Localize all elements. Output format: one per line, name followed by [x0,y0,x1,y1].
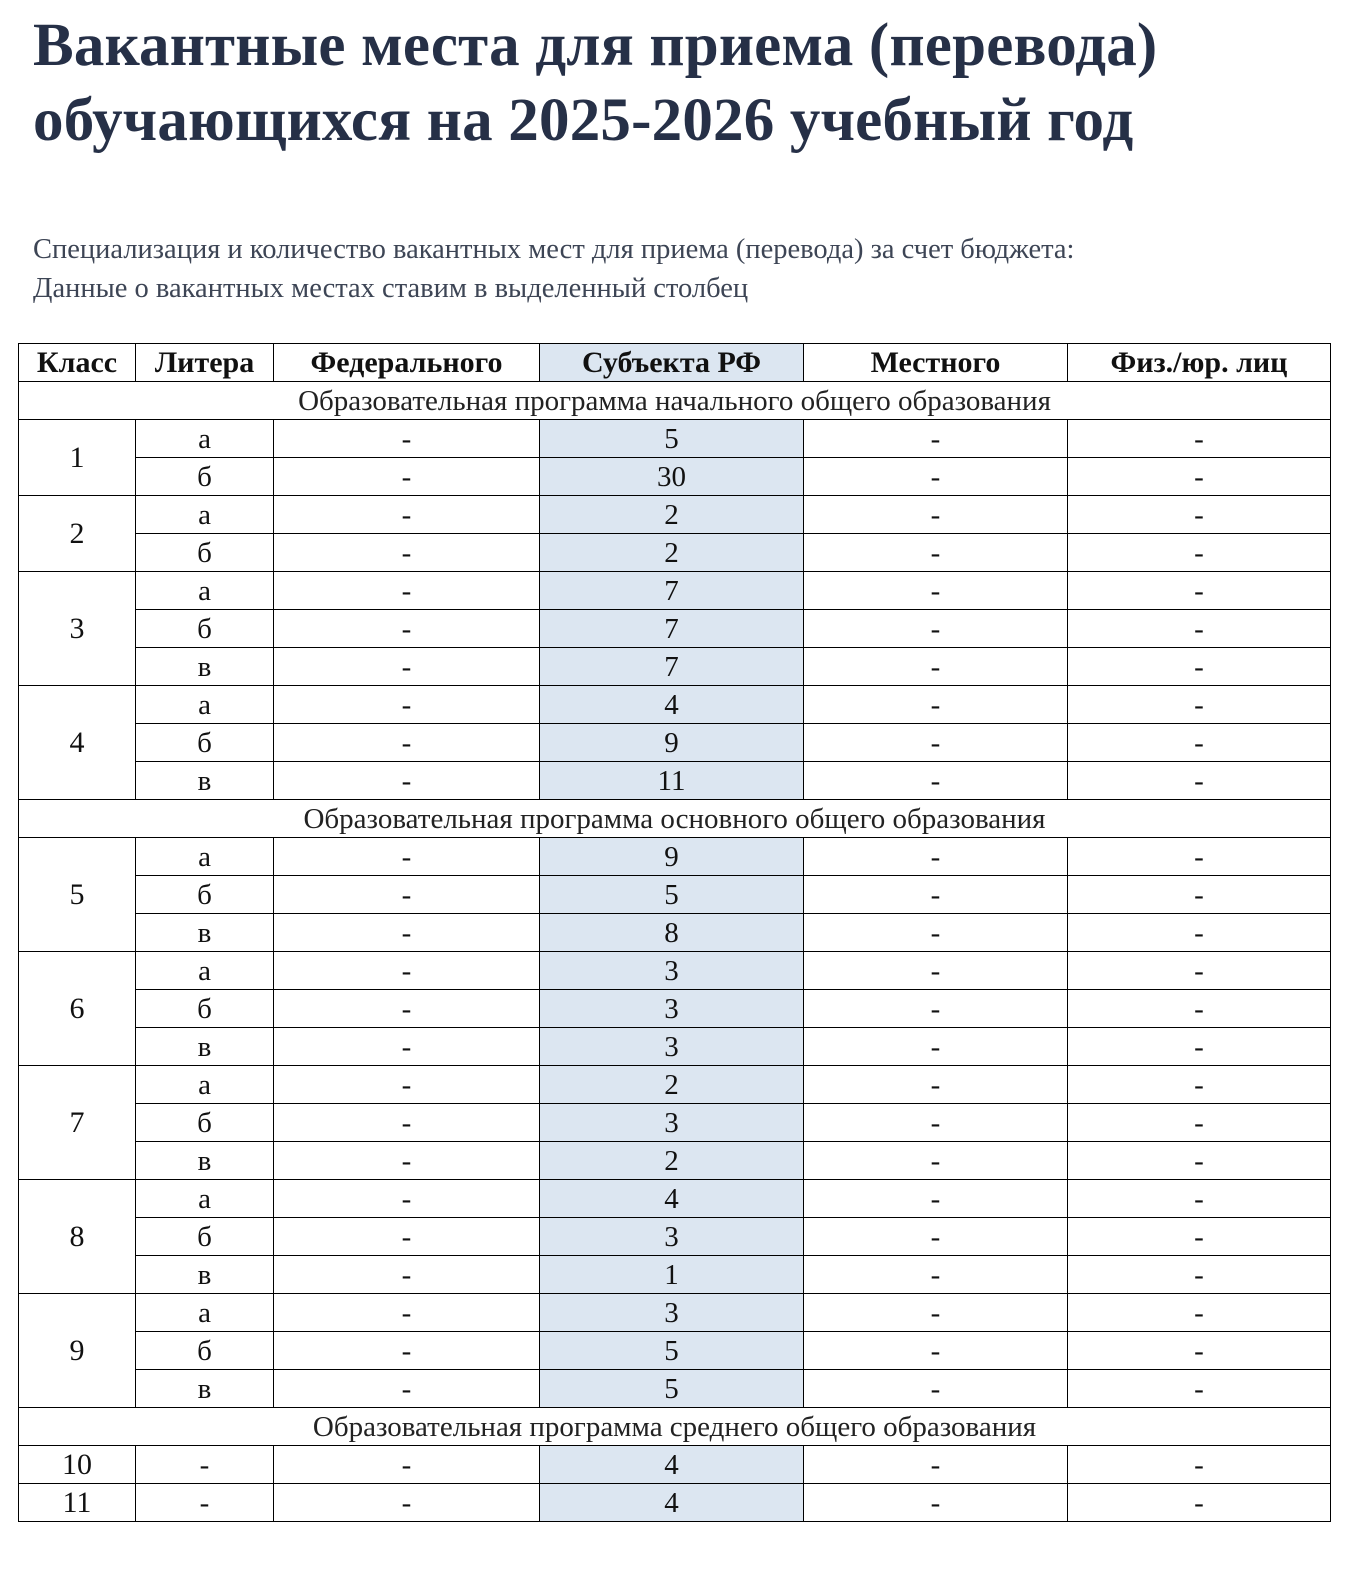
subject-cell: 5 [540,876,804,914]
subject-cell: 4 [540,1484,804,1522]
table-row [19,610,1331,648]
header-federal: Федерального [274,344,540,382]
private-cell: - [1068,1256,1331,1294]
title-line-2: обучающихся на 2025-2026 учебный год [33,87,1134,154]
section-row [19,1408,1331,1446]
subject-cell: 3 [540,1028,804,1066]
local-cell: - [804,1218,1068,1256]
table-row [19,838,1331,876]
table-row [19,1484,1331,1522]
local-cell: - [804,610,1068,648]
private-cell: - [1068,1066,1331,1104]
federal-cell: - [274,1028,540,1066]
subject-cell: 4 [540,686,804,724]
private-cell: - [1068,1446,1331,1484]
table-row [19,1142,1331,1180]
header-class: Класс [19,344,136,382]
subject-cell: 5 [540,420,804,458]
private-cell: - [1068,1104,1331,1142]
table-body [19,382,1331,1522]
private-cell: - [1068,496,1331,534]
table-row [19,1256,1331,1294]
class-cell: 5 [19,838,136,952]
local-cell: - [804,496,1068,534]
table-row [19,952,1331,990]
letter-cell: а [136,496,274,534]
title-line-1: Вакантные места для приема (перевода) [33,12,1158,79]
local-cell: - [804,876,1068,914]
table-row [19,724,1331,762]
letter-cell: б [136,876,274,914]
federal-cell: - [274,1104,540,1142]
table-row [19,1180,1331,1218]
private-cell: - [1068,572,1331,610]
private-cell: - [1068,610,1331,648]
letter-cell: б [136,724,274,762]
table-row [19,420,1331,458]
table-row [19,1446,1331,1484]
subject-cell: 8 [540,914,804,952]
class-cell: 10 [19,1446,136,1484]
class-cell: 7 [19,1066,136,1180]
private-cell: - [1068,724,1331,762]
letter-cell: в [136,762,274,800]
letter-cell: в [136,914,274,952]
federal-cell: - [274,1066,540,1104]
federal-cell: - [274,648,540,686]
federal-cell: - [274,496,540,534]
letter-cell: а [136,1180,274,1218]
table-row [19,648,1331,686]
letter-cell: а [136,838,274,876]
letter-cell: а [136,952,274,990]
federal-cell: - [274,1294,540,1332]
federal-cell: - [274,762,540,800]
federal-cell: - [274,952,540,990]
subject-cell: 3 [540,1294,804,1332]
private-cell: - [1068,876,1331,914]
subtitle-line-1: Специализация и количество вакантных мест для приема (перевода) за счет бюджета: [33,234,1075,265]
private-cell: - [1068,1332,1331,1370]
local-cell: - [804,458,1068,496]
header-letter: Литера [136,344,274,382]
subject-cell: 1 [540,1256,804,1294]
local-cell: - [804,1180,1068,1218]
private-cell: - [1068,458,1331,496]
table-row [19,572,1331,610]
letter-cell: в [136,1370,274,1408]
letter-cell: а [136,420,274,458]
private-cell: - [1068,534,1331,572]
section-title: Образовательная программа среднего общего образования [19,1408,1331,1446]
table-row [19,496,1331,534]
private-cell: - [1068,1484,1331,1522]
letter-cell: а [136,1066,274,1104]
section-title: Образовательная программа основного общего образования [19,800,1331,838]
federal-cell: - [274,1180,540,1218]
subject-cell: 3 [540,990,804,1028]
table-row [19,1294,1331,1332]
table-row [19,1332,1331,1370]
private-cell: - [1068,1294,1331,1332]
local-cell: - [804,1256,1068,1294]
federal-cell: - [274,1446,540,1484]
table-row [19,876,1331,914]
class-cell: 1 [19,420,136,496]
letter-cell: б [136,610,274,648]
federal-cell: - [274,572,540,610]
section-row [19,800,1331,838]
local-cell: - [804,1370,1068,1408]
federal-cell: - [274,990,540,1028]
letter-cell: в [136,1028,274,1066]
local-cell: - [804,914,1068,952]
letter-cell: б [136,1104,274,1142]
local-cell: - [804,648,1068,686]
letter-cell: а [136,572,274,610]
local-cell: - [804,1142,1068,1180]
letter-cell: б [136,534,274,572]
subject-cell: 2 [540,1066,804,1104]
federal-cell: - [274,838,540,876]
header-local: Местного [804,344,1068,382]
subject-cell: 3 [540,952,804,990]
class-cell: 9 [19,1294,136,1408]
private-cell: - [1068,762,1331,800]
table-row [19,990,1331,1028]
private-cell: - [1068,1028,1331,1066]
local-cell: - [804,990,1068,1028]
federal-cell: - [274,914,540,952]
letter-cell: в [136,648,274,686]
local-cell: - [804,724,1068,762]
subject-cell: 11 [540,762,804,800]
letter-cell: в [136,1142,274,1180]
subject-cell: 5 [540,1370,804,1408]
local-cell: - [804,1104,1068,1142]
federal-cell: - [274,724,540,762]
class-cell: 4 [19,686,136,800]
header-subject: Субъекта РФ [540,344,804,382]
local-cell: - [804,1294,1068,1332]
subtitle-line-2: Данные о вакантных местах ставим в выделенный столбец [33,273,749,304]
federal-cell: - [274,686,540,724]
page-title [33,8,1333,158]
letter-cell: в [136,1256,274,1294]
private-cell: - [1068,1142,1331,1180]
local-cell: - [804,534,1068,572]
local-cell: - [804,1332,1068,1370]
subject-cell: 3 [540,1218,804,1256]
class-cell: 8 [19,1180,136,1294]
subject-cell: 4 [540,1180,804,1218]
subject-cell: 9 [540,838,804,876]
federal-cell: - [274,1218,540,1256]
letter-cell: б [136,990,274,1028]
header-private: Физ./юр. лиц [1068,344,1331,382]
subject-cell: 5 [540,1332,804,1370]
table-row [19,1028,1331,1066]
local-cell: - [804,952,1068,990]
private-cell: - [1068,1218,1331,1256]
federal-cell: - [274,420,540,458]
letter-cell: а [136,1294,274,1332]
federal-cell: - [274,610,540,648]
class-cell: 11 [19,1484,136,1522]
letter-cell: б [136,458,274,496]
subject-cell: 7 [540,572,804,610]
private-cell: - [1068,1180,1331,1218]
letter-cell: б [136,1218,274,1256]
class-cell: 3 [19,572,136,686]
letter-cell: - [136,1484,274,1522]
table-row [19,1066,1331,1104]
federal-cell: - [274,1142,540,1180]
table-row [19,914,1331,952]
private-cell: - [1068,914,1331,952]
subject-cell: 2 [540,534,804,572]
private-cell: - [1068,686,1331,724]
local-cell: - [804,1484,1068,1522]
federal-cell: - [274,1484,540,1522]
subject-cell: 7 [540,648,804,686]
federal-cell: - [274,1332,540,1370]
local-cell: - [804,838,1068,876]
subject-cell: 7 [540,610,804,648]
section-title: Образовательная программа начального общего образования [19,382,1331,420]
table-header-row [19,344,1331,382]
class-cell: 6 [19,952,136,1066]
class-cell: 2 [19,496,136,572]
federal-cell: - [274,534,540,572]
local-cell: - [804,1028,1068,1066]
private-cell: - [1068,420,1331,458]
private-cell: - [1068,1370,1331,1408]
table-row [19,1218,1331,1256]
subject-cell: 30 [540,458,804,496]
table-row [19,1370,1331,1408]
federal-cell: - [274,458,540,496]
table-row [19,686,1331,724]
table-row [19,458,1331,496]
local-cell: - [804,420,1068,458]
local-cell: - [804,762,1068,800]
private-cell: - [1068,838,1331,876]
local-cell: - [804,1446,1068,1484]
private-cell: - [1068,990,1331,1028]
section-row [19,382,1331,420]
subject-cell: 2 [540,1142,804,1180]
subject-cell: 4 [540,1446,804,1484]
local-cell: - [804,572,1068,610]
federal-cell: - [274,1370,540,1408]
vacancies-table [18,343,1331,1522]
private-cell: - [1068,952,1331,990]
subject-cell: 3 [540,1104,804,1142]
table-row [19,1104,1331,1142]
table-row [19,762,1331,800]
page-subtitle [33,230,1333,308]
letter-cell: б [136,1332,274,1370]
letter-cell: - [136,1446,274,1484]
subject-cell: 9 [540,724,804,762]
local-cell: - [804,686,1068,724]
table-row [19,534,1331,572]
subject-cell: 2 [540,496,804,534]
local-cell: - [804,1066,1068,1104]
private-cell: - [1068,648,1331,686]
federal-cell: - [274,1256,540,1294]
federal-cell: - [274,876,540,914]
letter-cell: а [136,686,274,724]
